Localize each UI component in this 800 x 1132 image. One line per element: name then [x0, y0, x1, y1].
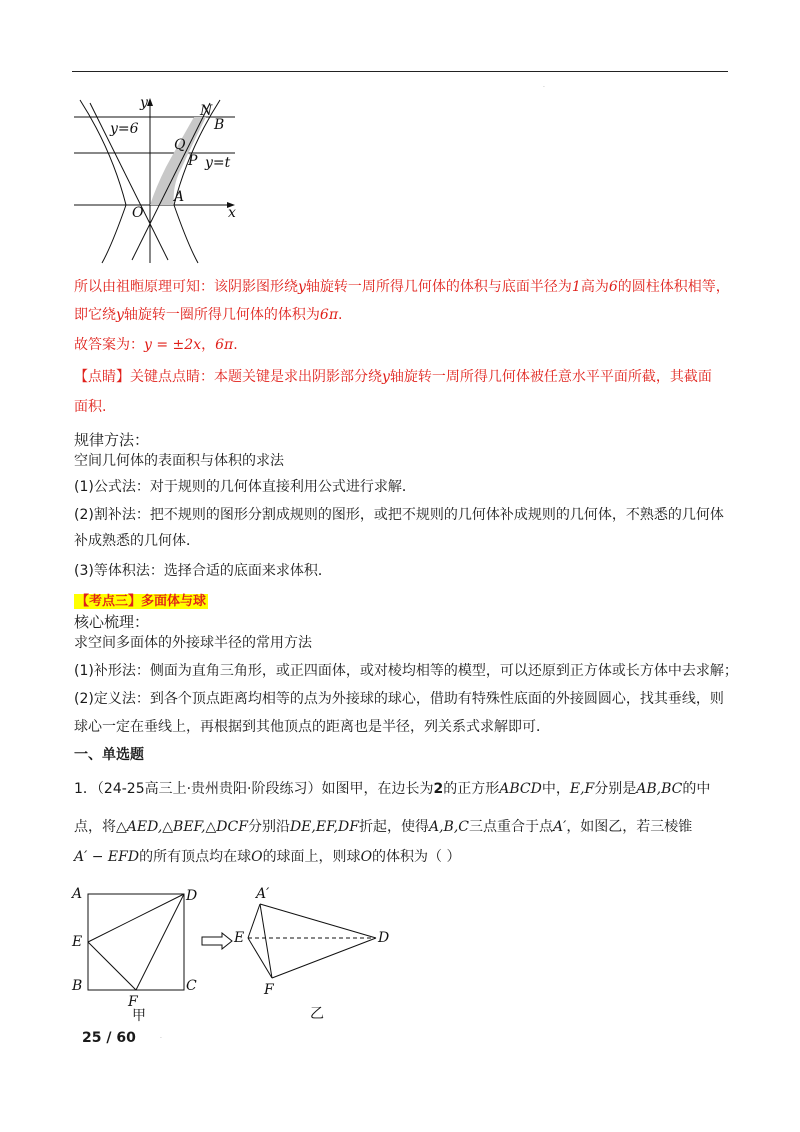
- method-item3: (3)等体积法：选择合适的底面来求体积．: [74, 563, 332, 579]
- page-number: 25 / 60: [82, 1030, 136, 1046]
- tet-label-F: F: [264, 982, 274, 998]
- label-A: A: [174, 189, 185, 205]
- label-N: N: [200, 103, 213, 119]
- tet-label-Ap: A′: [256, 886, 270, 902]
- tet-label-D: D: [378, 930, 390, 946]
- core-title: 核心梳理：: [74, 613, 150, 631]
- method-item2a: (2)割补法：把不规则的图形分割成规则的图形，或把不规则的几何体补成规则的几何体，不熟悉的几何体: [74, 507, 724, 523]
- single-choice-heading: 一、单选题: [74, 747, 144, 763]
- question1-line2: 点，将△AED,△BEF,△DCF分别沿DE,EF,DF折起，使得A,B,C三点重合于点A′，如图乙，若三棱锥: [74, 819, 693, 835]
- header-rule: [72, 71, 728, 72]
- label-yt: y=t: [205, 155, 231, 171]
- section3-tag: 【考点三】多面体与球: [76, 594, 207, 609]
- caption-yi: 乙: [310, 1006, 324, 1022]
- right-arrow-icon: [200, 932, 234, 950]
- label-Q: Q: [174, 137, 186, 153]
- solution-line2: 即它绕y轴旋转一圈所得几何体的体积为6π.: [74, 307, 343, 323]
- caption-jia: 甲: [132, 1008, 146, 1022]
- core-subtitle: 求空间多面体的外接球半径的常用方法: [74, 635, 312, 651]
- question1-line1: 1．（24-25高三上·贵州贵阳·阶段练习）如图甲，在边长为2的正方形ABCD中，E,F分别是AB,BC的中: [74, 781, 711, 797]
- method-subtitle: 空间几何体的表面积与体积的求法: [74, 453, 284, 469]
- label-y: y: [140, 95, 148, 111]
- sq-label-A: A: [72, 886, 83, 902]
- label-x: x: [228, 205, 236, 221]
- label-P: P: [188, 153, 198, 169]
- question1-line3: A′ − EFD的所有顶点均在球O的球面上，则球O的体积为（ ）: [74, 849, 461, 865]
- comment-line1: 【点睛】关键点点睛：本题关键是求出阴影部分绕y轴旋转一周所得几何体被任意水平平面所截，其截面: [74, 369, 712, 385]
- square-figure: [70, 882, 200, 1022]
- tet-label-E: E: [234, 930, 245, 946]
- sq-label-B: B: [72, 978, 83, 994]
- hyperbola-figure: [70, 95, 240, 265]
- footer-dot: .: [160, 1033, 162, 1040]
- method-item1: (1)公式法：对于规则的几何体直接利用公式进行求解．: [74, 479, 416, 495]
- label-O: O: [132, 205, 144, 221]
- label-y6: y=6: [110, 121, 139, 137]
- method-item2b: 补成熟悉的几何体．: [74, 533, 200, 549]
- sq-label-C: C: [186, 978, 197, 994]
- sq-label-D: D: [186, 888, 198, 904]
- answer-line: 故答案为：y = ±2x，6π.: [74, 337, 238, 353]
- comment-line2: 面积.: [74, 399, 107, 415]
- sq-label-E: E: [72, 934, 83, 950]
- header-dot: .: [543, 82, 545, 89]
- sq-label-F: F: [128, 994, 138, 1010]
- core-item2b: 球心一定在垂线上，再根据到其他顶点的距离也是半径，列关系式求解即可．: [74, 719, 550, 735]
- core-item1: (1)补形法：侧面为直角三角形，或正四面体，或对棱均相等的模型，可以还原到正方体或长方体中去求解；: [74, 663, 738, 679]
- label-B: B: [214, 117, 225, 133]
- core-item2a: (2)定义法：到各个顶点距离均相等的点为外接球的球心，借助有特殊性底面的外接圆圆心，找其垂线，则: [74, 691, 724, 707]
- tetrahedron-figure: [230, 882, 400, 1022]
- solution-line1: 所以由祖暅原理可知：该阴影图形绕y轴旋转一周所得几何体的体积与底面半径为1高为6的圆柱体积相等，: [74, 279, 730, 295]
- method-title: 规律方法：: [74, 431, 150, 449]
